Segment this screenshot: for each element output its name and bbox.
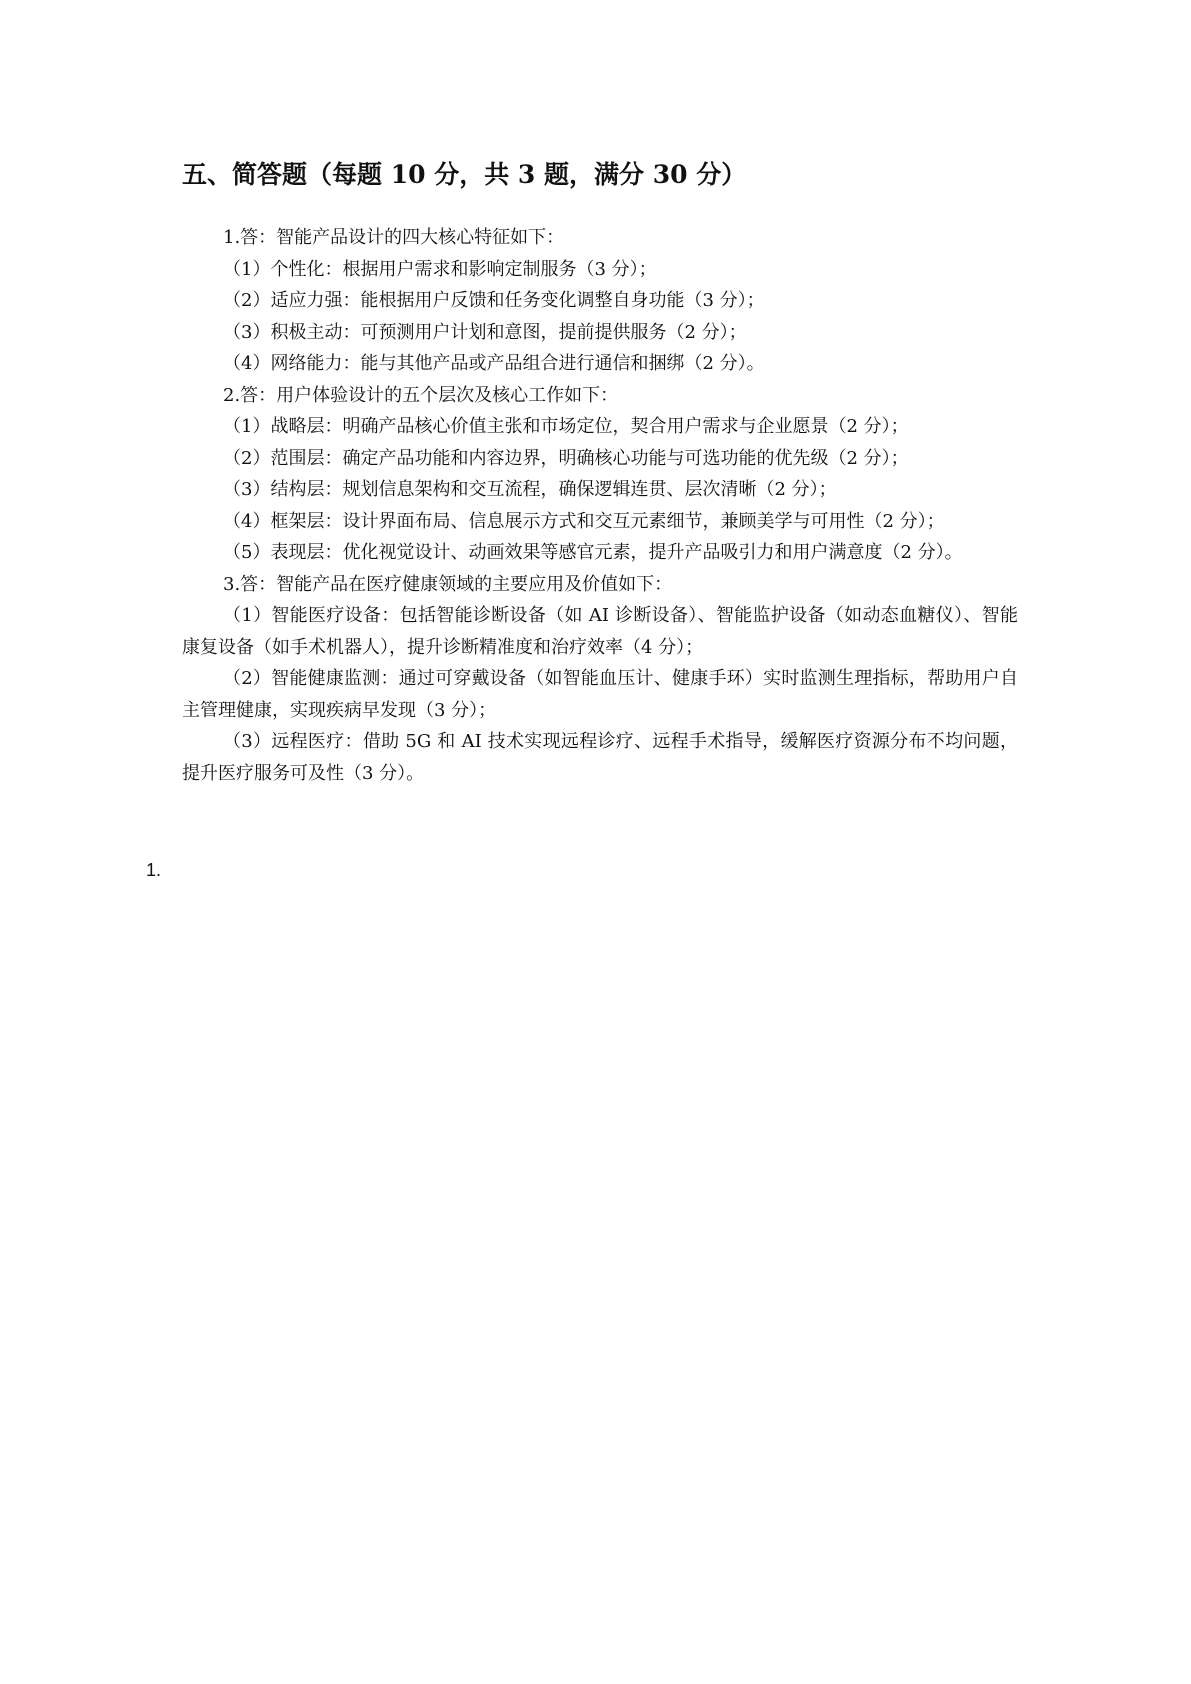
footer-list-number: 1. [146,860,162,880]
question-1-item-2: （2）适应力强：能根据用户反馈和任务变化调整自身功能（3 分）； [223,290,765,311]
question-2-item-4: （4）框架层：设计界面布局、信息展示方式和交互元素细节，兼顾美学与可用性（2 分）； [223,510,945,532]
question-3-item-1: （1）智能医疗设备：包括智能诊断设备（如 AI 诊断设备）、智能监护设备（如动态血糖仪）、智能康复设备（如手术机器人），提升诊断精准度和治疗效率（4 分）； [182,605,1018,658]
question-1-item-4: （4）网络能力：能与其他产品或产品组合进行通信和捆绑（2 分）。 [223,353,765,374]
question-3-item-2: （2）智能健康监测：通过可穿戴设备（如智能血压计、健康手环）实时监测生理指标，帮助用户自主管理健康，实现疾病早发现（3 分）； [182,668,1018,721]
question-2-answer-intro: 2.答：用户体验设计的五个层次及核心工作如下： [223,384,619,406]
question-2-item-2: （2）范围层：确定产品功能和内容边界，明确核心功能与可选功能的优先级（2 分）； [223,447,909,469]
question-2-item-1: （1）战略层：明确产品核心价值主张和市场定位，契合用户需求与企业愿景（2 分）； [223,416,909,437]
question-2-item-3: （3）结构层：规划信息架构和交互流程，确保逻辑连贯、层次清晰（2 分）； [223,479,837,500]
question-2-item-5: （5）表现层：优化视觉设计、动画效果等感官元素，提升产品吸引力和用户满意度（2 分）。 [223,542,963,563]
question-3-item-3: （3）远程医疗：借助 5G 和 AI 技术实现远程诊疗、远程手术指导，缓解医疗资源分布不均问题，提升医疗服务可及性（3 分）。 [182,731,1018,784]
section-title: 五、简答题（每题 10 分，共 3 题，满分 30 分） [182,160,747,189]
question-3-answer-intro: 3.答：智能产品在医疗健康领域的主要应用及价值如下： [223,573,673,595]
question-1-answer-intro: 1.答：智能产品设计的四大核心特征如下： [223,227,565,248]
question-1-item-1: （1）个性化：根据用户需求和影响定制服务（3 分）； [223,258,657,280]
question-1-item-3: （3）积极主动：可预测用户计划和意图，提前提供服务（2 分）； [223,321,747,343]
answer-section [182,158,1018,789]
